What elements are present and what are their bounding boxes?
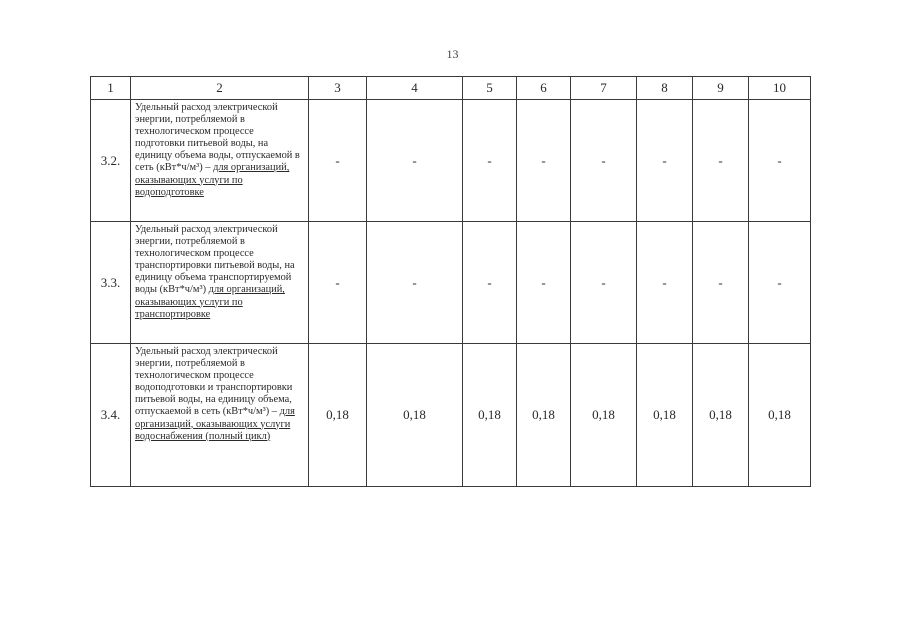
value-cell: - — [749, 222, 811, 344]
value-cell: - — [309, 100, 367, 222]
description-text: Удельный расход электрической энергии, потребляемой в технологическом процессе водоподготовки и транспортировки питьевой воды, на единицу объема, отпускаемой в сеть (кВт*ч/м³) – — [135, 346, 293, 418]
column-header-6: 6 — [517, 77, 571, 100]
value-cell: - — [367, 100, 463, 222]
column-header-2: 2 — [131, 77, 309, 100]
value-cell: - — [571, 100, 637, 222]
column-header-1: 1 — [91, 77, 131, 100]
description-underlined: для организаций, оказывающих услуги по транспортировке — [135, 284, 285, 320]
description-text: Удельный расход электрической энергии, потребляемой в технологическом процессе подготовки питьевой воды, на единицу объема воды, отпускаемой в сеть (кВт*ч/м³) – — [135, 102, 300, 174]
page-number: 13 — [446, 47, 459, 61]
value-cell: - — [571, 222, 637, 344]
value-cell: - — [749, 100, 811, 222]
value-cell: 0,18 — [749, 344, 811, 487]
value-cell: 0,18 — [571, 344, 637, 487]
value-cell: - — [367, 222, 463, 344]
value-cell: 0,18 — [463, 344, 517, 487]
value-cell: 0,18 — [367, 344, 463, 487]
row-number: 3.2. — [91, 100, 131, 222]
header-row — [91, 77, 811, 100]
value-cell: - — [463, 222, 517, 344]
value-cell: 0,18 — [693, 344, 749, 487]
value-cell: - — [693, 100, 749, 222]
value-cell: - — [309, 222, 367, 344]
row-number: 3.4. — [91, 344, 131, 487]
column-header-5: 5 — [463, 77, 517, 100]
description-underlined: для организаций, оказывающих услуги водоснабжения (полный цикл) — [135, 406, 295, 442]
value-cell: - — [637, 100, 693, 222]
column-header-4: 4 — [367, 77, 463, 100]
row-description — [131, 344, 309, 487]
column-header-8: 8 — [637, 77, 693, 100]
row-number: 3.3. — [91, 222, 131, 344]
value-cell: - — [517, 222, 571, 344]
value-cell: - — [693, 222, 749, 344]
value-cell: 0,18 — [517, 344, 571, 487]
column-header-7: 7 — [571, 77, 637, 100]
value-cell: - — [637, 222, 693, 344]
row-description — [131, 100, 309, 222]
column-header-3: 3 — [309, 77, 367, 100]
value-cell: - — [463, 100, 517, 222]
value-cell: - — [517, 100, 571, 222]
table-row — [91, 100, 811, 222]
table-row — [91, 222, 811, 344]
value-cell: 0,18 — [637, 344, 693, 487]
indicator-table — [90, 76, 811, 487]
column-header-9: 9 — [693, 77, 749, 100]
description-underlined: для организаций, оказывающих услуги по водоподготовке — [135, 162, 290, 198]
description-text: Удельный расход электрической энергии, потребляемой в технологическом процессе транспортировки питьевой воды, на единицу объема транспортируемой воды (кВт*ч/м³) — [135, 224, 295, 296]
column-header-10: 10 — [749, 77, 811, 100]
table-row — [91, 344, 811, 487]
row-description — [131, 222, 309, 344]
value-cell: 0,18 — [309, 344, 367, 487]
